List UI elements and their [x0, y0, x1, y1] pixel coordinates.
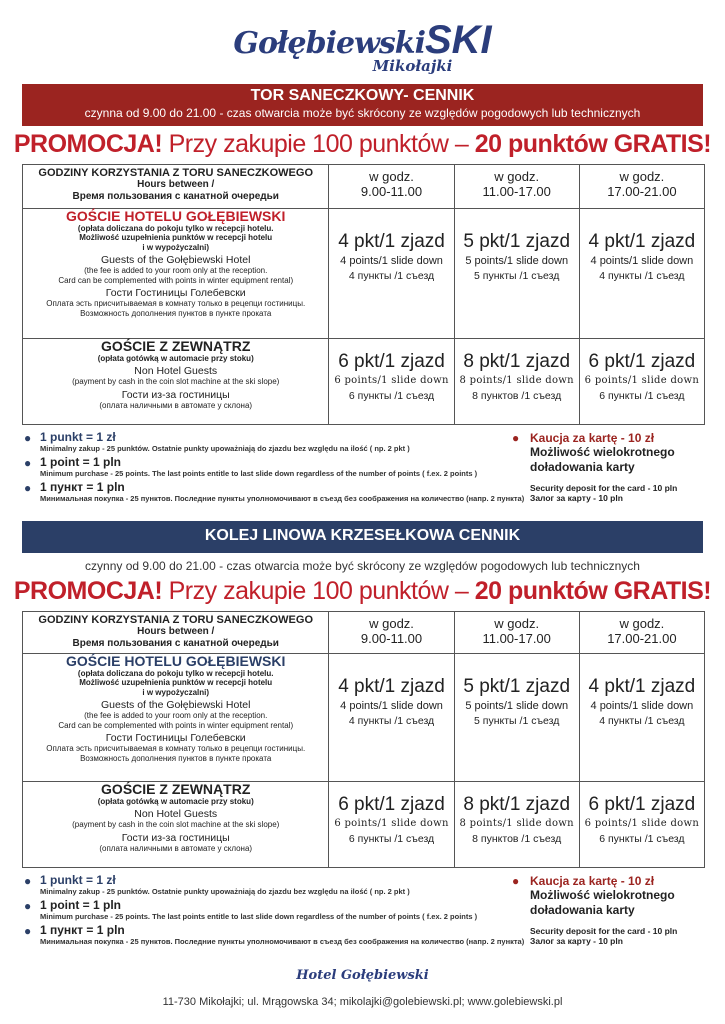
- time-label: w godz.: [369, 616, 414, 631]
- price-ru: 8 пунктов /1 съезд: [472, 833, 562, 845]
- hours-header-ru: Время пользования с канатной очередьи: [72, 191, 279, 202]
- promo-label: PROMOCJA!: [13, 577, 163, 605]
- time-range: 11.00-17.00: [482, 184, 551, 199]
- promo-text: Przy zakupie 100 punktów –: [162, 577, 475, 605]
- deposit-pl-1: Możliwość wielokrotnego: [530, 888, 675, 902]
- footer-address: 11-730 Mikołajki; ul. Mrągowska 34; mikolajki@golebiewski.pl; www.golebiewski.pl: [162, 996, 563, 1008]
- hotel-guests-pl-2: Możliwość uzupełnienia punktów w recepcji hotelu: [79, 678, 273, 687]
- time-label: w godz.: [619, 169, 665, 184]
- price-ru: 4 пункты /1 съезд: [599, 270, 685, 282]
- price-ru: 4 пункты /1 съезд: [599, 715, 685, 727]
- hotel-guests-en-2: Card can be complemented with points in winter equipment rental): [58, 275, 294, 285]
- external-guests-row: [23, 339, 705, 425]
- note-small: Minimalny zakup - 25 punktów. Ostatnie punkty upoważniają do zjazdu bez względu na ilość ( np. 2 pkt ): [40, 444, 410, 453]
- external-guests-ru-1: (оплата наличными в автомате у склона): [99, 400, 253, 410]
- price-en: 6 points/1 slide down: [584, 375, 700, 386]
- price-ru: 5 пункты /1 съезд: [474, 715, 560, 727]
- bullet-icon: ●: [24, 899, 32, 913]
- time-label: w godz.: [619, 616, 665, 631]
- price-en: 4 points/1 slide down: [340, 700, 443, 712]
- hotel-guests-pl-2: Możliwość uzupełnienia punktów w recepcji hotelu: [79, 233, 273, 242]
- hours-header-cell: [23, 165, 329, 209]
- section-banner: [22, 84, 703, 126]
- price-en: 6 points/1 slide down: [334, 818, 449, 829]
- hotel-guests-cell: [23, 654, 329, 782]
- bullet-icon: ●: [512, 431, 520, 445]
- hotel-guests-en-title: Guests of the Gołębiewski Hotel: [101, 699, 251, 711]
- promo-line: [0, 577, 725, 606]
- note-ru: [22, 480, 525, 503]
- price-ru: 5 пункты /1 съезд: [474, 270, 560, 282]
- price-main: 5 pkt/1 zjazd: [463, 676, 571, 697]
- price-table: [22, 164, 705, 425]
- external-guests-en-title: Non Hotel Guests: [134, 808, 218, 820]
- time-cell: [579, 612, 704, 654]
- section-title: KOLEJ LINOWA KRZESEŁKOWA CENNIK: [204, 527, 521, 544]
- bullet-icon: ●: [24, 481, 32, 495]
- section-sledge-track: [0, 84, 725, 511]
- price-en: 6 points/1 slide down: [584, 818, 700, 829]
- deposit-pl-1: Możliwość wielokrotnego: [530, 445, 675, 459]
- header-row: [23, 165, 705, 209]
- time-label: w godz.: [494, 169, 540, 184]
- hours-header-cell: [23, 612, 329, 654]
- hotel-guests-title: GOŚCIE HOTELU GOŁĘBIEWSKI: [66, 208, 286, 224]
- hotel-guests-pl-3: i w wypożyczalni): [142, 242, 210, 252]
- time-cell: [454, 165, 579, 209]
- hotel-guests-row: [23, 209, 705, 339]
- note-main: 1 point = 1 pln: [40, 898, 122, 912]
- external-guests-en-1: (payment by cash in the coin slot machine at the ski slope): [72, 377, 280, 386]
- note-main: 1 punkt = 1 zł: [40, 873, 116, 887]
- price-ru: 4 пункты /1 съезд: [348, 715, 435, 727]
- section-chairlift: [0, 521, 725, 954]
- hours-header-title: GODZINY KORZYSTANIA Z TORU SANECZKOWEGO: [38, 614, 314, 626]
- logo-ski: SKI: [424, 18, 492, 62]
- notes-block: [22, 874, 703, 954]
- price-cell: [454, 654, 579, 782]
- note-small: Minimum purchase - 25 points. The last points entitle to last slide down regardless of the number of points ( f.ex. 2 points ): [40, 912, 478, 921]
- deposit-ru: Залог за карту - 10 pln: [530, 936, 623, 946]
- promo-line: [0, 130, 725, 159]
- price-cell: [579, 339, 704, 425]
- price-en: 6 points/1 slide down: [334, 375, 449, 386]
- price-main: 8 pkt/1 zjazd: [463, 351, 571, 372]
- section-hours: czynny od 9.00 do 21.00 - czas otwarcia może być skrócony ze względów pogodowych lub technicznych: [85, 559, 640, 573]
- price-ru: 6 пункты /1 съезд: [599, 390, 685, 402]
- time-cell: [329, 612, 454, 654]
- price-ru: 6 пункты /1 съезд: [599, 833, 685, 845]
- price-main: 6 pkt/1 zjazd: [338, 794, 445, 815]
- external-guests-cell: [23, 782, 329, 868]
- price-main: 4 pkt/1 zjazd: [338, 231, 445, 252]
- note-small: Minimum purchase - 25 points. The last points entitle to last slide down regardless of the number of points ( f.ex. 2 points ): [40, 469, 478, 478]
- hotel-guests-en-1: (the fee is added to your room only at the reception.: [84, 711, 268, 720]
- note-main: 1 пункт = 1 pln: [40, 923, 125, 937]
- price-main: 4 pkt/1 zjazd: [588, 231, 696, 252]
- deposit-notes: [512, 431, 712, 503]
- price-table: [22, 611, 705, 868]
- external-guests-ru-title: Гости из-за гостиницы: [121, 388, 230, 401]
- external-guests-ru-1: (оплата наличными в автомате у склона): [99, 843, 253, 853]
- external-guests-pl-1: (opłata gotówką w automacie przy stoku): [97, 796, 254, 806]
- points-notes: [22, 430, 525, 506]
- price-cell: [329, 782, 454, 868]
- time-range: 9.00-11.00: [360, 631, 423, 646]
- price-ru: 8 пунктов /1 съезд: [472, 390, 562, 402]
- hotel-guests-ru-2: Возможность дополнения пунктов в пункте проката: [80, 753, 272, 763]
- external-guests-cell: [23, 339, 329, 425]
- price-en: 8 points/1 slide down: [459, 375, 574, 386]
- hotel-guests-pl-1: (opłata doliczana do pokoju tylko w recepcji hotelu.: [77, 223, 274, 233]
- note-pl: [22, 874, 502, 896]
- price-main: 6 pkt/1 zjazd: [588, 351, 696, 372]
- deposit-en: Security deposit for the card - 10 pln: [530, 926, 678, 936]
- price-ru: 4 пункты /1 съезд: [348, 270, 435, 282]
- deposit-title: Kaucja za kartę - 10 zł: [530, 874, 655, 888]
- note-en: [22, 456, 502, 478]
- time-range: 17.00-21.00: [607, 184, 677, 199]
- note-pl: [22, 431, 502, 453]
- hours-header-en: Hours between /: [137, 179, 215, 190]
- hotel-guests-cell: [23, 209, 329, 339]
- hotel-guests-en-2: Card can be complemented with points in winter equipment rental): [58, 720, 294, 730]
- promo-bonus: 20 punktów GRATIS!: [474, 577, 712, 605]
- footer-hotel-logo: Hotel Gołębiewski: [296, 968, 429, 983]
- external-guests-pl-1: (opłata gotówką w automacie przy stoku): [97, 353, 254, 363]
- price-main: 8 pkt/1 zjazd: [463, 794, 571, 815]
- section-banner: [22, 521, 703, 553]
- promo-bonus: 20 punktów GRATIS!: [474, 130, 712, 158]
- points-notes: [22, 873, 525, 949]
- bullet-icon: ●: [24, 874, 32, 888]
- note-small: Minimalny zakup - 25 punktów. Ostatnie punkty upoważniają do zjazdu bez względu na ilość ( np. 2 pkt ): [40, 887, 410, 896]
- bullet-icon: ●: [24, 456, 32, 470]
- promo-text: Przy zakupie 100 punktów –: [162, 130, 475, 158]
- time-range: 11.00-17.00: [482, 631, 551, 646]
- hotel-guests-ru-title: Гости Гостиницы Голебевски: [105, 287, 246, 299]
- brand-logo: [0, 18, 725, 75]
- price-cell: [454, 339, 579, 425]
- hotel-guests-ru-2: Возможность дополнения пунктов в пункте проката: [80, 308, 272, 318]
- hotel-guests-en-1: (the fee is added to your room only at the reception.: [84, 266, 268, 275]
- price-en: 4 points/1 slide down: [340, 255, 443, 267]
- price-main: 6 pkt/1 zjazd: [588, 794, 696, 815]
- logo-script: Gołębiewski: [233, 26, 425, 61]
- external-guests-en-1: (payment by cash in the coin slot machine at the ski slope): [72, 820, 280, 829]
- note-ru: [22, 923, 525, 946]
- hotel-guests-row: [23, 654, 705, 782]
- external-guests-title: GOŚCIE Z ZEWNĄTRZ: [101, 338, 251, 354]
- price-cell: [329, 654, 454, 782]
- bullet-icon: ●: [512, 874, 520, 888]
- deposit-en: Security deposit for the card - 10 pln: [530, 483, 678, 493]
- hotel-guests-ru-1: Оплата эсть присчитываемая в комнату только в рецепци гостиницы.: [46, 299, 306, 308]
- note-main: 1 point = 1 pln: [40, 455, 122, 469]
- hours-header-en: Hours between /: [137, 626, 215, 637]
- section-hours: czynna od 9.00 do 21.00 - czas otwarcia może być skrócony ze względów pogodowych lub technicznych: [84, 106, 641, 120]
- bullet-icon: ●: [24, 431, 32, 445]
- price-cell: [329, 209, 454, 339]
- external-guests-title: GOŚCIE Z ZEWNĄTRZ: [101, 781, 251, 797]
- hotel-guests-title: GOŚCIE HOTELU GOŁĘBIEWSKI: [66, 653, 286, 669]
- deposit-ru: Залог за карту - 10 pln: [530, 493, 623, 503]
- price-main: 4 pkt/1 zjazd: [588, 676, 696, 697]
- hotel-guests-ru-title: Гости Гостиницы Голебевски: [105, 732, 246, 744]
- time-label: w godz.: [494, 616, 540, 631]
- external-guests-ru-title: Гости из-за гостиницы: [121, 831, 230, 844]
- notes-block: [22, 431, 703, 511]
- price-cell: [579, 782, 704, 868]
- time-cell: [454, 612, 579, 654]
- logo-subtitle: Mikołajki: [372, 57, 453, 75]
- hotel-guests-ru-1: Оплата эсть присчитываемая в комнату только в рецепци гостиницы.: [46, 744, 306, 753]
- price-en: 4 points/1 slide down: [590, 255, 694, 267]
- price-main: 4 pkt/1 zjazd: [338, 676, 445, 697]
- section-title: TOR SANECZKOWY- CENNIK: [250, 87, 475, 104]
- price-cell: [454, 209, 579, 339]
- hotel-guests-en-title: Guests of the Gołębiewski Hotel: [101, 254, 251, 266]
- price-cell: [579, 654, 704, 782]
- bullet-icon: ●: [24, 924, 32, 938]
- promo-label: PROMOCJA!: [13, 130, 163, 158]
- hotel-guests-pl-1: (opłata doliczana do pokoju tylko w recepcji hotelu.: [77, 668, 274, 678]
- price-en: 5 points/1 slide down: [465, 700, 569, 712]
- price-en: 8 points/1 slide down: [459, 818, 574, 829]
- external-guests-row: [23, 782, 705, 868]
- price-ru: 6 пункты /1 съезд: [348, 390, 435, 402]
- note-en: [22, 899, 502, 921]
- hours-header-ru: Время пользования с канатной очередьи: [72, 638, 279, 649]
- deposit-title: Kaucja za kartę - 10 zł: [530, 431, 655, 445]
- hotel-guests-pl-3: i w wypożyczalni): [142, 687, 210, 697]
- note-small: Минимальная покупка - 25 пунктов. Последние пункты уполномочивают в съезд без соображения на количество (напр. 2 пункта): [40, 937, 525, 946]
- price-ru: 6 пункты /1 съезд: [348, 833, 435, 845]
- deposit-pl-2: doładowania karty: [530, 903, 635, 917]
- price-main: 6 pkt/1 zjazd: [338, 351, 445, 372]
- price-cell: [329, 339, 454, 425]
- time-range: 17.00-21.00: [607, 631, 677, 646]
- price-cell: [579, 209, 704, 339]
- header-row: [23, 612, 705, 654]
- note-main: 1 пункт = 1 pln: [40, 480, 125, 494]
- note-small: Минимальная покупка - 25 пунктов. Последние пункты уполномочивают в съезд без соображения на количество (напр. 2 пункта): [40, 494, 525, 503]
- note-main: 1 punkt = 1 zł: [40, 430, 116, 444]
- deposit-notes: [512, 874, 712, 946]
- price-en: 5 points/1 slide down: [465, 255, 569, 267]
- time-label: w godz.: [369, 169, 414, 184]
- external-guests-en-title: Non Hotel Guests: [134, 365, 218, 377]
- time-cell: [579, 165, 704, 209]
- time-range: 9.00-11.00: [360, 184, 423, 199]
- hours-header-title: GODZINY KORZYSTANIA Z TORU SANECZKOWEGO: [38, 167, 314, 179]
- time-cell: [329, 165, 454, 209]
- price-en: 4 points/1 slide down: [590, 700, 694, 712]
- price-cell: [454, 782, 579, 868]
- deposit-pl-2: doładowania karty: [530, 460, 635, 474]
- price-main: 5 pkt/1 zjazd: [463, 231, 571, 252]
